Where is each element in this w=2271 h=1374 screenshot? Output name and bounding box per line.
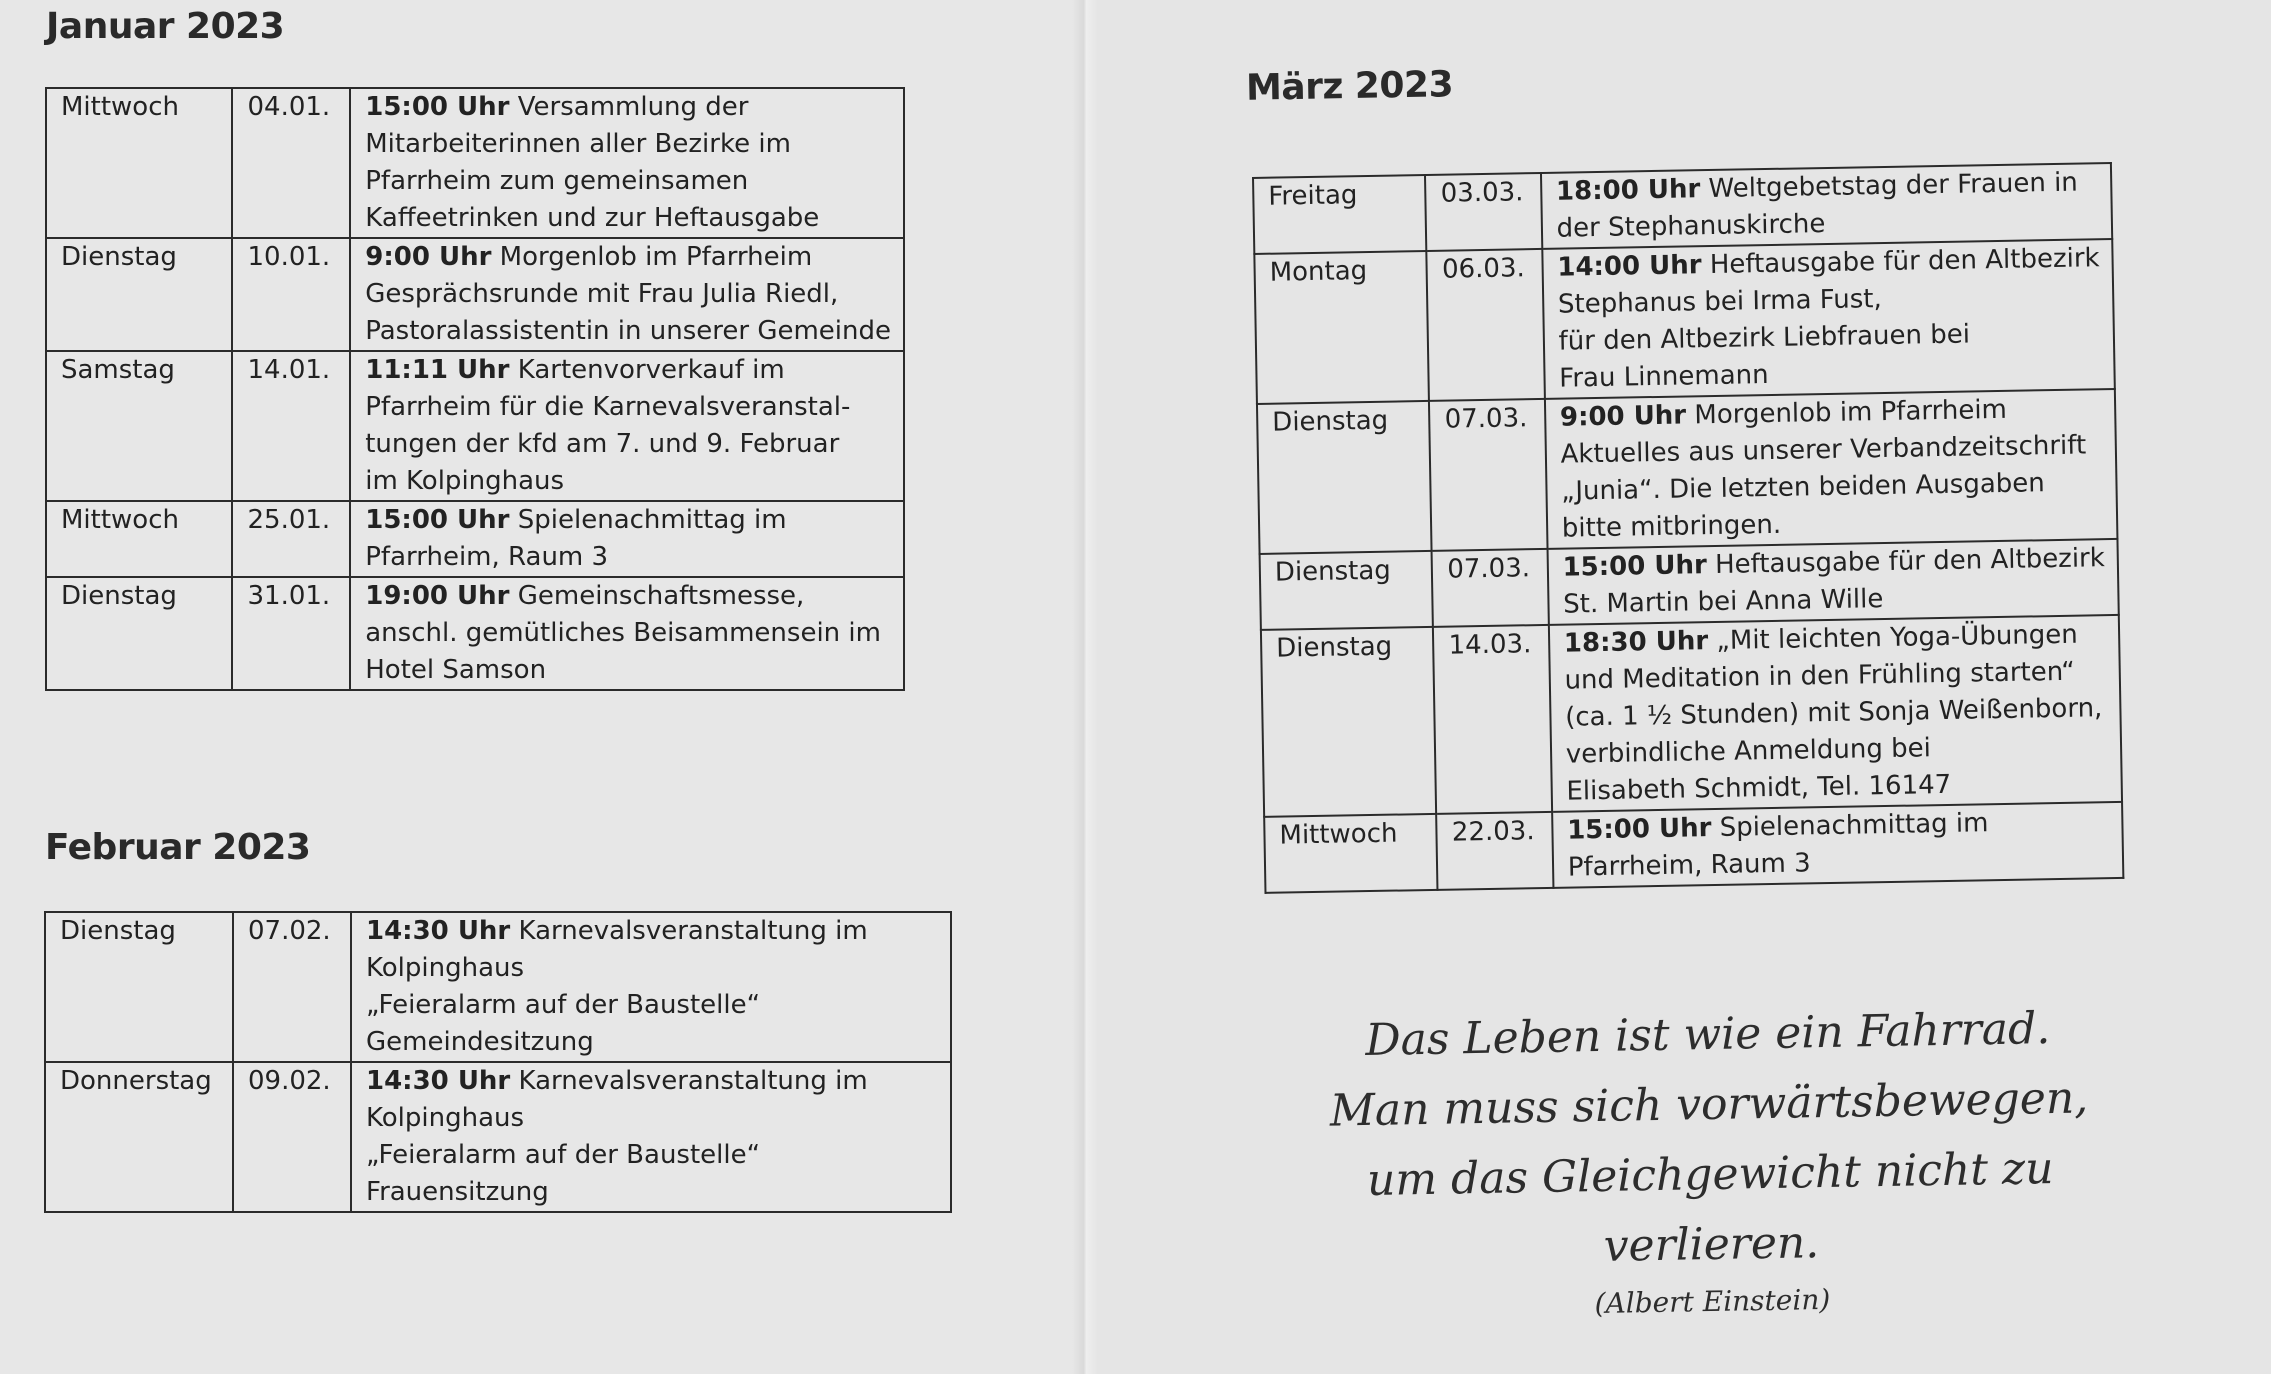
event-description-line bbox=[365, 463, 891, 500]
event-text: Pfarrheim, Raum 3 bbox=[1567, 848, 1811, 883]
february-events-table bbox=[44, 911, 952, 1213]
event-description-line bbox=[365, 615, 891, 652]
january-events-table bbox=[45, 87, 905, 691]
event-description-line bbox=[365, 352, 891, 389]
quote-author: (Albert Einstein) bbox=[1594, 1282, 1831, 1321]
event-row bbox=[1257, 389, 2117, 554]
event-day: Freitag bbox=[1253, 175, 1427, 254]
event-description-line bbox=[366, 1137, 938, 1174]
event-description-line bbox=[365, 200, 891, 237]
event-text: Morgenlob im Pfarrheim bbox=[1694, 394, 2008, 431]
event-date: 06.03. bbox=[1427, 249, 1545, 401]
event-description bbox=[350, 88, 904, 238]
event-description-line bbox=[365, 276, 891, 313]
event-text: Mitarbeiterinnen aller Bezirke im bbox=[365, 129, 791, 159]
february-title: Februar 2023 bbox=[45, 827, 311, 868]
event-text: Gemeinschaftsmesse, bbox=[517, 581, 805, 611]
event-description bbox=[1552, 802, 2124, 888]
event-text: Versammlung der bbox=[517, 92, 749, 122]
event-date: 07.03. bbox=[1432, 549, 1549, 627]
event-row bbox=[46, 351, 904, 501]
event-date: 25.01. bbox=[232, 501, 350, 577]
event-text: Karnevalsveranstaltung im bbox=[518, 916, 868, 946]
event-description-line bbox=[365, 426, 891, 463]
event-day: Montag bbox=[1254, 251, 1429, 404]
event-text: Frau Linnemann bbox=[1559, 360, 1769, 394]
event-date: 04.01. bbox=[232, 88, 350, 238]
event-text: „Feieralarm auf der Baustelle“ bbox=[366, 1140, 761, 1170]
event-date: 03.03. bbox=[1425, 173, 1542, 251]
event-description bbox=[1541, 163, 2113, 249]
event-description bbox=[351, 1062, 951, 1212]
event-description-line bbox=[366, 950, 938, 987]
event-description-line bbox=[366, 1024, 938, 1061]
event-description-line bbox=[365, 578, 891, 615]
page-fold bbox=[1072, 0, 1098, 1374]
event-row bbox=[45, 912, 951, 1062]
march-events-table bbox=[1252, 162, 2124, 894]
event-day: Dienstag bbox=[46, 577, 232, 690]
event-description-line bbox=[365, 502, 891, 539]
event-time: 18:00 Uhr bbox=[1555, 174, 1701, 207]
event-text: verbindliche Anmeldung bei bbox=[1565, 733, 1932, 770]
event-text: Stephanus bei Irma Fust, bbox=[1557, 284, 1883, 320]
event-text: Heftausgabe für den Altbezirk bbox=[1714, 543, 2106, 580]
event-text: St. Martin bei Anna Wille bbox=[1562, 584, 1884, 620]
event-time: 11:11 Uhr bbox=[365, 355, 510, 385]
event-text: Kartenvorverkauf im bbox=[517, 355, 785, 385]
event-time: 9:00 Uhr bbox=[1559, 400, 1687, 433]
march-title: März 2023 bbox=[1245, 64, 1454, 109]
event-day: Dienstag bbox=[46, 238, 232, 351]
event-row bbox=[1261, 615, 2122, 817]
event-description bbox=[350, 501, 904, 577]
event-date: 07.03. bbox=[1429, 399, 1547, 551]
event-text: Gesprächsrunde mit Frau Julia Riedl, bbox=[365, 279, 839, 309]
event-description-line bbox=[365, 126, 891, 163]
event-description-line bbox=[365, 239, 891, 276]
quote-line: um das Gleichgewicht nicht zu bbox=[1366, 1143, 2054, 1206]
event-text: „Feieralarm auf der Baustelle“ bbox=[366, 990, 761, 1020]
event-time: 15:00 Uhr bbox=[1566, 813, 1712, 846]
event-day: Dienstag bbox=[45, 912, 233, 1062]
event-description-line bbox=[366, 913, 938, 950]
event-text: Spielenachmittag im bbox=[1719, 808, 1989, 843]
event-row bbox=[46, 88, 904, 238]
event-text: Morgenlob im Pfarrheim bbox=[499, 242, 813, 272]
event-text: anschl. gemütliches Beisammensein im bbox=[365, 618, 881, 648]
event-text: Karnevalsveranstaltung im bbox=[518, 1066, 868, 1096]
event-text: „Mit leichten Yoga-Übungen bbox=[1716, 619, 2078, 656]
event-text: Pfarrheim zum gemeinsamen bbox=[365, 166, 749, 196]
event-time: 19:00 Uhr bbox=[365, 581, 510, 611]
event-time: 15:00 Uhr bbox=[365, 92, 510, 122]
event-time: 18:30 Uhr bbox=[1563, 626, 1709, 659]
event-text: Pastoralassistentin in unserer Gemeinde bbox=[365, 316, 891, 346]
event-description bbox=[1547, 539, 2119, 625]
january-title: Januar 2023 bbox=[46, 6, 285, 47]
event-date: 31.01. bbox=[232, 577, 350, 690]
event-description bbox=[350, 351, 904, 501]
event-description bbox=[350, 577, 904, 690]
event-description-line bbox=[365, 539, 891, 576]
event-day: Samstag bbox=[46, 351, 232, 501]
event-day: Mittwoch bbox=[46, 501, 232, 577]
event-text: Gemeindesitzung bbox=[366, 1027, 594, 1057]
event-description bbox=[351, 912, 951, 1062]
quote-line: Man muss sich vorwärtsbewegen, bbox=[1329, 1072, 2089, 1137]
event-text: Weltgebetstag der Frauen in bbox=[1708, 167, 2079, 205]
event-time: 9:00 Uhr bbox=[365, 242, 492, 272]
event-text: „Junia“. Die letzten beiden Ausgaben bbox=[1560, 468, 2045, 507]
event-text: Hotel Samson bbox=[365, 655, 547, 685]
event-text: Pfarrheim für die Karnevalsveranstal- bbox=[365, 392, 851, 422]
event-text: im Kolpinghaus bbox=[365, 466, 565, 496]
event-description-line bbox=[366, 1100, 938, 1137]
event-text: Spielenachmittag im bbox=[517, 505, 787, 535]
quote bbox=[1237, 992, 2183, 1332]
event-day: Dienstag bbox=[1261, 627, 1437, 817]
event-day: Dienstag bbox=[1260, 551, 1434, 630]
event-day: Donnerstag bbox=[45, 1062, 233, 1212]
event-row bbox=[46, 238, 904, 351]
event-row bbox=[1264, 802, 2123, 893]
event-description-line bbox=[366, 1174, 938, 1211]
event-time: 15:00 Uhr bbox=[1562, 550, 1708, 583]
event-time: 14:30 Uhr bbox=[366, 916, 511, 946]
event-description-line bbox=[366, 987, 938, 1024]
event-time: 14:00 Uhr bbox=[1557, 250, 1702, 283]
event-date: 07.02. bbox=[233, 912, 351, 1062]
event-text: der Stephanuskirche bbox=[1556, 209, 1826, 244]
event-description-line bbox=[365, 652, 891, 689]
event-row bbox=[46, 577, 904, 690]
event-date: 14.01. bbox=[232, 351, 350, 501]
event-row bbox=[1254, 239, 2114, 404]
event-description-line bbox=[365, 89, 891, 126]
event-day: Mittwoch bbox=[46, 88, 232, 238]
event-description-line bbox=[366, 1063, 938, 1100]
event-text: Kolpinghaus bbox=[366, 1103, 525, 1133]
event-text: Heftausgabe für den Altbezirk bbox=[1709, 243, 2100, 281]
event-text: Kolpinghaus bbox=[366, 953, 525, 983]
event-date: 09.02. bbox=[233, 1062, 351, 1212]
event-text: Frauensitzung bbox=[366, 1177, 549, 1207]
event-text: Elisabeth Schmidt, Tel. 16147 bbox=[1566, 769, 1952, 807]
quote-line: verlieren. bbox=[1603, 1217, 1820, 1272]
event-time: 14:30 Uhr bbox=[366, 1066, 511, 1096]
event-text: Kaffeetrinken und zur Heftausgabe bbox=[365, 203, 820, 233]
event-text: Aktuelles aus unserer Verbandzeitschrift bbox=[1560, 430, 2087, 470]
event-description-line bbox=[365, 313, 891, 350]
event-day: Dienstag bbox=[1257, 401, 1432, 554]
event-description-line bbox=[365, 389, 891, 426]
event-text: Pfarrheim, Raum 3 bbox=[365, 542, 609, 572]
event-row bbox=[45, 1062, 951, 1212]
event-text: für den Altbezirk Liebfrauen bei bbox=[1558, 319, 1971, 357]
quote-line: Das Leben ist wie ein Fahrrad. bbox=[1364, 1003, 2051, 1066]
event-description bbox=[1549, 615, 2122, 812]
event-text: bitte mitbringen. bbox=[1561, 509, 1782, 544]
event-date: 10.01. bbox=[232, 238, 350, 351]
event-time: 15:00 Uhr bbox=[365, 505, 510, 535]
event-description bbox=[350, 238, 904, 351]
event-text: tungen der kfd am 7. und 9. Februar bbox=[365, 429, 840, 459]
event-description-line bbox=[365, 163, 891, 200]
event-text: und Meditation in den Frühling starten“ bbox=[1564, 656, 2076, 696]
event-row bbox=[46, 501, 904, 577]
event-description bbox=[1545, 389, 2118, 549]
event-text: (ca. 1 ½ Stunden) mit Sonja Weißenborn, bbox=[1564, 693, 2103, 733]
event-description bbox=[1542, 239, 2115, 399]
event-date: 22.03. bbox=[1437, 812, 1554, 890]
event-day: Mittwoch bbox=[1264, 814, 1438, 893]
event-date: 14.03. bbox=[1433, 625, 1552, 814]
